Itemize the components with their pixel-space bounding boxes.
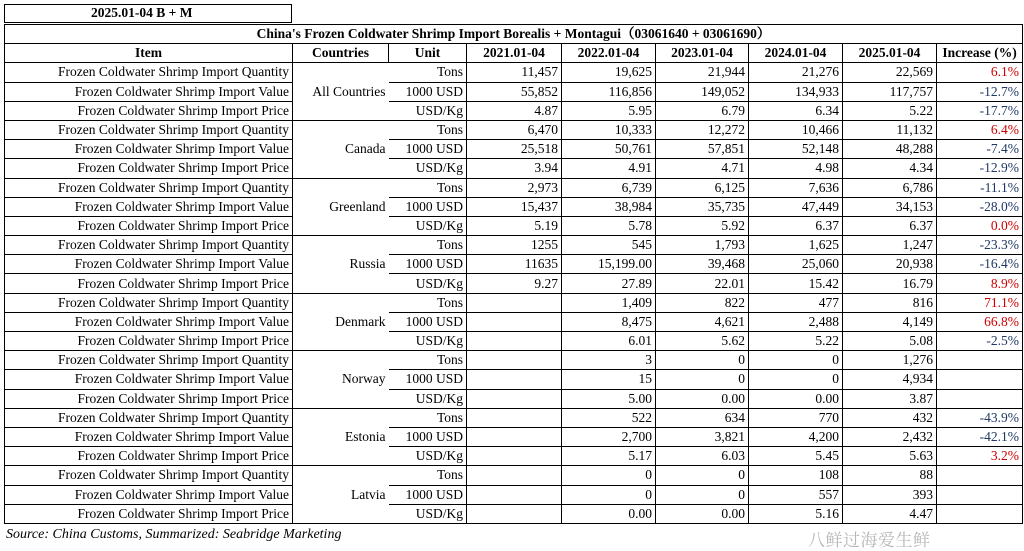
value-cell: 4.47 (843, 504, 937, 523)
increase-cell (937, 370, 1023, 389)
header-increase: Increase (%) (937, 44, 1023, 63)
value-cell: 5.62 (656, 332, 749, 351)
table-row (5, 504, 1023, 523)
value-cell: 25,518 (467, 140, 562, 159)
value-cell: 4.71 (656, 159, 749, 178)
value-cell (467, 504, 562, 523)
increase-cell (937, 485, 1023, 504)
value-cell: 1255 (467, 236, 562, 255)
value-cell: 2,488 (749, 312, 843, 331)
unit-cell: USD/Kg (389, 274, 467, 293)
value-cell: 3.94 (467, 159, 562, 178)
item-cell: Frozen Coldwater Shrimp Import Price (5, 101, 293, 120)
value-cell: 0 (656, 466, 749, 485)
unit-cell: Tons (389, 293, 467, 312)
value-cell: 6.03 (656, 447, 749, 466)
value-cell (467, 447, 562, 466)
header-2022: 2022.01-04 (562, 44, 656, 63)
value-cell: 34,153 (843, 197, 937, 216)
increase-cell: 66.8% (937, 312, 1023, 331)
value-cell (467, 351, 562, 370)
value-cell: 9.27 (467, 274, 562, 293)
value-cell: 52,148 (749, 140, 843, 159)
country-cell (293, 63, 389, 82)
value-cell: 6.79 (656, 101, 749, 120)
country-cell: Estonia (293, 427, 389, 446)
value-cell: 4,621 (656, 312, 749, 331)
value-cell: 1,793 (656, 236, 749, 255)
value-cell: 0.00 (749, 389, 843, 408)
value-cell: 4.91 (562, 159, 656, 178)
table-body (5, 63, 1023, 524)
table-row (5, 140, 1023, 159)
unit-cell: USD/Kg (389, 101, 467, 120)
increase-cell: 6.1% (937, 63, 1023, 82)
value-cell (467, 466, 562, 485)
unit-cell: 1000 USD (389, 140, 467, 159)
value-cell: 15.42 (749, 274, 843, 293)
increase-cell: 8.9% (937, 274, 1023, 293)
value-cell: 88 (843, 466, 937, 485)
value-cell: 522 (562, 408, 656, 427)
value-cell: 0 (656, 485, 749, 504)
item-cell: Frozen Coldwater Shrimp Import Quantity (5, 466, 293, 485)
value-cell: 3 (562, 351, 656, 370)
increase-cell: -17.7% (937, 101, 1023, 120)
table-row (5, 216, 1023, 235)
unit-cell: USD/Kg (389, 159, 467, 178)
value-cell: 19,625 (562, 63, 656, 82)
value-cell: 4,200 (749, 427, 843, 446)
value-cell: 6,470 (467, 120, 562, 139)
unit-cell: 1000 USD (389, 82, 467, 101)
unit-cell: USD/Kg (389, 389, 467, 408)
table-row (5, 332, 1023, 351)
value-cell: 0.00 (656, 504, 749, 523)
value-cell: 55,852 (467, 82, 562, 101)
value-cell: 477 (749, 293, 843, 312)
table-row (5, 120, 1023, 139)
increase-cell: -42.1% (937, 427, 1023, 446)
value-cell: 1,625 (749, 236, 843, 255)
value-cell: 11,132 (843, 120, 937, 139)
value-cell: 48,288 (843, 140, 937, 159)
value-cell: 1,247 (843, 236, 937, 255)
value-cell (467, 389, 562, 408)
value-cell: 545 (562, 236, 656, 255)
value-cell (467, 312, 562, 331)
table-row (5, 466, 1023, 485)
increase-cell: -12.9% (937, 159, 1023, 178)
country-cell: Norway (293, 370, 389, 389)
value-cell: 116,856 (562, 82, 656, 101)
value-cell: 50,761 (562, 140, 656, 159)
country-cell (293, 447, 389, 466)
value-cell: 15,437 (467, 197, 562, 216)
unit-cell: 1000 USD (389, 255, 467, 274)
value-cell: 6,786 (843, 178, 937, 197)
item-cell: Frozen Coldwater Shrimp Import Quantity (5, 408, 293, 427)
value-cell: 5.22 (843, 101, 937, 120)
increase-cell (937, 466, 1023, 485)
item-cell: Frozen Coldwater Shrimp Import Price (5, 447, 293, 466)
item-cell: Frozen Coldwater Shrimp Import Value (5, 82, 293, 101)
value-cell: 6.01 (562, 332, 656, 351)
table-row (5, 408, 1023, 427)
period-tag: 2025.01-04 B + M (4, 4, 292, 23)
header-item: Item (5, 44, 293, 63)
value-cell: 822 (656, 293, 749, 312)
increase-cell: -7.4% (937, 140, 1023, 159)
increase-cell: 6.4% (937, 120, 1023, 139)
increase-cell: 71.1% (937, 293, 1023, 312)
item-cell: Frozen Coldwater Shrimp Import Price (5, 504, 293, 523)
table-row (5, 236, 1023, 255)
value-cell (467, 485, 562, 504)
unit-cell: Tons (389, 408, 467, 427)
value-cell: 3,821 (656, 427, 749, 446)
item-cell: Frozen Coldwater Shrimp Import Quantity (5, 351, 293, 370)
value-cell: 0 (749, 351, 843, 370)
value-cell (467, 408, 562, 427)
value-cell: 5.63 (843, 447, 937, 466)
source-note: Source: China Customs, Summarized: Seabridge Marketing (6, 527, 342, 542)
increase-cell (937, 351, 1023, 370)
increase-cell (937, 389, 1023, 408)
value-cell: 6.34 (749, 101, 843, 120)
increase-cell: -12.7% (937, 82, 1023, 101)
value-cell: 2,973 (467, 178, 562, 197)
unit-cell: USD/Kg (389, 504, 467, 523)
value-cell: 57,851 (656, 140, 749, 159)
item-cell: Frozen Coldwater Shrimp Import Value (5, 312, 293, 331)
table-row (5, 389, 1023, 408)
country-cell (293, 159, 389, 178)
country-cell: Russia (293, 255, 389, 274)
country-cell (293, 332, 389, 351)
import-table (4, 24, 1023, 524)
header-row (5, 44, 1023, 63)
table-row (5, 427, 1023, 446)
table-title: China's Frozen Coldwater Shrimp Import Borealis + Montagui（03061640 + 03061690） (5, 25, 1023, 44)
increase-cell: 3.2% (937, 447, 1023, 466)
value-cell: 5.08 (843, 332, 937, 351)
country-cell (293, 178, 389, 197)
value-cell: 6.37 (749, 216, 843, 235)
value-cell: 557 (749, 485, 843, 504)
country-cell (293, 351, 389, 370)
table-row (5, 274, 1023, 293)
value-cell (467, 370, 562, 389)
country-cell (293, 274, 389, 293)
value-cell: 11635 (467, 255, 562, 274)
value-cell: 634 (656, 408, 749, 427)
header-countries: Countries (293, 44, 389, 63)
country-cell (293, 504, 389, 523)
value-cell: 27.89 (562, 274, 656, 293)
value-cell: 10,466 (749, 120, 843, 139)
country-cell: Denmark (293, 312, 389, 331)
item-cell: Frozen Coldwater Shrimp Import Price (5, 216, 293, 235)
table-row (5, 63, 1023, 82)
country-cell (293, 236, 389, 255)
value-cell: 8,475 (562, 312, 656, 331)
value-cell: 5.19 (467, 216, 562, 235)
unit-cell: 1000 USD (389, 197, 467, 216)
value-cell: 0.00 (656, 389, 749, 408)
item-cell: Frozen Coldwater Shrimp Import Quantity (5, 293, 293, 312)
increase-cell: -43.9% (937, 408, 1023, 427)
table-row (5, 485, 1023, 504)
value-cell: 20,938 (843, 255, 937, 274)
unit-cell: USD/Kg (389, 447, 467, 466)
item-cell: Frozen Coldwater Shrimp Import Value (5, 485, 293, 504)
value-cell: 149,052 (656, 82, 749, 101)
country-cell: Latvia (293, 485, 389, 504)
value-cell: 6.37 (843, 216, 937, 235)
value-cell: 5.22 (749, 332, 843, 351)
country-cell (293, 216, 389, 235)
increase-cell: -2.5% (937, 332, 1023, 351)
watermark-text: 八鲜过海爱生鲜 (808, 531, 931, 551)
country-cell (293, 120, 389, 139)
value-cell: 816 (843, 293, 937, 312)
value-cell: 393 (843, 485, 937, 504)
value-cell: 117,757 (843, 82, 937, 101)
value-cell (467, 332, 562, 351)
table-row (5, 178, 1023, 197)
country-cell (293, 293, 389, 312)
value-cell: 47,449 (749, 197, 843, 216)
value-cell: 6,125 (656, 178, 749, 197)
title-row (5, 25, 1023, 44)
value-cell: 108 (749, 466, 843, 485)
value-cell: 0 (562, 466, 656, 485)
header-2021: 2021.01-04 (467, 44, 562, 63)
value-cell: 15 (562, 370, 656, 389)
value-cell: 134,933 (749, 82, 843, 101)
table-row (5, 312, 1023, 331)
value-cell: 5.92 (656, 216, 749, 235)
value-cell: 22,569 (843, 63, 937, 82)
header-2023: 2023.01-04 (656, 44, 749, 63)
item-cell: Frozen Coldwater Shrimp Import Quantity (5, 236, 293, 255)
table-row (5, 447, 1023, 466)
value-cell: 35,735 (656, 197, 749, 216)
unit-cell: 1000 USD (389, 427, 467, 446)
unit-cell: Tons (389, 236, 467, 255)
value-cell: 16.79 (843, 274, 937, 293)
unit-cell: 1000 USD (389, 370, 467, 389)
value-cell: 3.87 (843, 389, 937, 408)
value-cell: 0 (562, 485, 656, 504)
table-row (5, 82, 1023, 101)
country-cell (293, 101, 389, 120)
value-cell: 25,060 (749, 255, 843, 274)
header-2024: 2024.01-04 (749, 44, 843, 63)
increase-cell: -11.1% (937, 178, 1023, 197)
unit-cell: Tons (389, 466, 467, 485)
value-cell: 2,432 (843, 427, 937, 446)
value-cell: 4.34 (843, 159, 937, 178)
table-row (5, 351, 1023, 370)
value-cell: 2,700 (562, 427, 656, 446)
table-row (5, 370, 1023, 389)
unit-cell: USD/Kg (389, 216, 467, 235)
item-cell: Frozen Coldwater Shrimp Import Quantity (5, 63, 293, 82)
value-cell: 5.45 (749, 447, 843, 466)
value-cell: 0 (656, 370, 749, 389)
unit-cell: Tons (389, 63, 467, 82)
header-unit: Unit (389, 44, 467, 63)
item-cell: Frozen Coldwater Shrimp Import Value (5, 370, 293, 389)
increase-cell: 0.0% (937, 216, 1023, 235)
value-cell: 11,457 (467, 63, 562, 82)
table-row (5, 159, 1023, 178)
value-cell: 0 (749, 370, 843, 389)
unit-cell: Tons (389, 178, 467, 197)
value-cell: 4,934 (843, 370, 937, 389)
item-cell: Frozen Coldwater Shrimp Import Value (5, 197, 293, 216)
increase-cell (937, 504, 1023, 523)
item-cell: Frozen Coldwater Shrimp Import Quantity (5, 120, 293, 139)
value-cell: 770 (749, 408, 843, 427)
unit-cell: 1000 USD (389, 312, 467, 331)
country-cell (293, 466, 389, 485)
item-cell: Frozen Coldwater Shrimp Import Price (5, 274, 293, 293)
value-cell: 5.16 (749, 504, 843, 523)
value-cell: 10,333 (562, 120, 656, 139)
item-cell: Frozen Coldwater Shrimp Import Value (5, 255, 293, 274)
table-row (5, 197, 1023, 216)
value-cell: 1,276 (843, 351, 937, 370)
unit-cell: 1000 USD (389, 485, 467, 504)
value-cell: 5.95 (562, 101, 656, 120)
table-row (5, 255, 1023, 274)
country-cell (293, 408, 389, 427)
item-cell: Frozen Coldwater Shrimp Import Quantity (5, 178, 293, 197)
value-cell: 6,739 (562, 178, 656, 197)
unit-cell: Tons (389, 120, 467, 139)
value-cell: 1,409 (562, 293, 656, 312)
value-cell: 7,636 (749, 178, 843, 197)
value-cell: 4,149 (843, 312, 937, 331)
value-cell: 0.00 (562, 504, 656, 523)
increase-cell: -28.0% (937, 197, 1023, 216)
value-cell: 38,984 (562, 197, 656, 216)
value-cell (467, 293, 562, 312)
table-row (5, 293, 1023, 312)
item-cell: Frozen Coldwater Shrimp Import Value (5, 140, 293, 159)
value-cell: 5.78 (562, 216, 656, 235)
unit-cell: Tons (389, 351, 467, 370)
item-cell: Frozen Coldwater Shrimp Import Price (5, 159, 293, 178)
country-cell: All Countries (293, 82, 389, 101)
table-row (5, 101, 1023, 120)
value-cell (467, 427, 562, 446)
item-cell: Frozen Coldwater Shrimp Import Price (5, 389, 293, 408)
country-cell: Greenland (293, 197, 389, 216)
value-cell: 432 (843, 408, 937, 427)
value-cell: 4.98 (749, 159, 843, 178)
value-cell: 21,276 (749, 63, 843, 82)
country-cell: Canada (293, 140, 389, 159)
value-cell: 0 (656, 351, 749, 370)
value-cell: 12,272 (656, 120, 749, 139)
value-cell: 5.17 (562, 447, 656, 466)
value-cell: 21,944 (656, 63, 749, 82)
value-cell: 39,468 (656, 255, 749, 274)
increase-cell: -23.3% (937, 236, 1023, 255)
header-2025: 2025.01-04 (843, 44, 937, 63)
unit-cell: USD/Kg (389, 332, 467, 351)
value-cell: 5.00 (562, 389, 656, 408)
item-cell: Frozen Coldwater Shrimp Import Price (5, 332, 293, 351)
item-cell: Frozen Coldwater Shrimp Import Value (5, 427, 293, 446)
country-cell (293, 389, 389, 408)
value-cell: 15,199.00 (562, 255, 656, 274)
value-cell: 22.01 (656, 274, 749, 293)
value-cell: 4.87 (467, 101, 562, 120)
increase-cell: -16.4% (937, 255, 1023, 274)
